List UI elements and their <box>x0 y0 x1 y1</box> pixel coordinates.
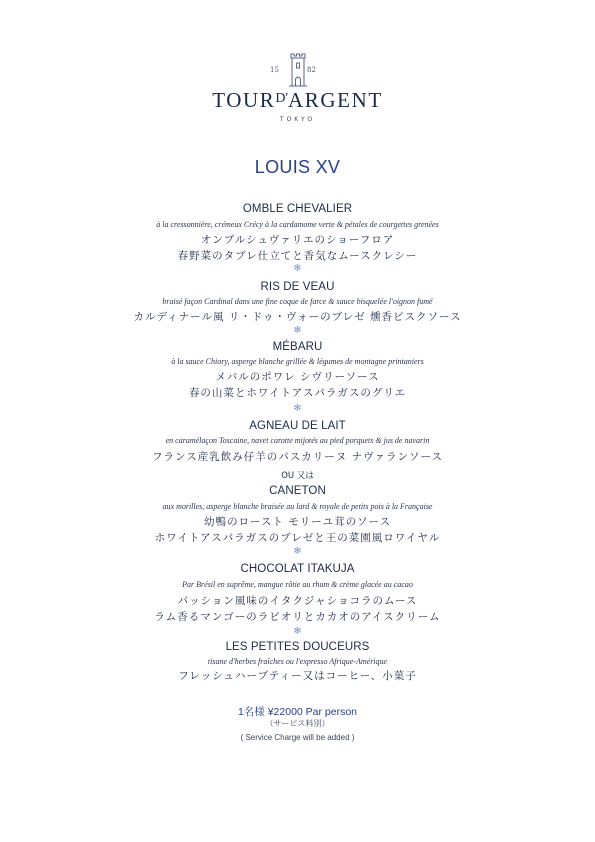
course-name: AGNEAU DE LAIT <box>249 420 346 432</box>
course-french-description: à la sauce Chiory, asperge blanche grillée & légumes de montagne printaniers <box>171 357 424 366</box>
course-french-description: tisane d'herbes fraîches ou l'expresso Afrique-Amérique <box>207 657 388 666</box>
snowflake-separator-icon: ❄ <box>293 263 302 274</box>
brand-superscript: D' <box>275 91 289 106</box>
course-french-description: braisé façon Cardinal dans une fine coque de farce & sauce bisquelée l'oignon fumé <box>162 297 433 306</box>
snowflake-separator-icon: ❄ <box>293 325 302 336</box>
course-japanese-line: 春の山菜とホワイトアスパラガスのグリエ <box>188 387 407 399</box>
course-japanese-line: メバルのポワレ シヴリーソース <box>215 371 380 383</box>
course-japanese-line: ラム香るマンゴーのラビオリとカカオのアイスクリーム <box>154 611 441 623</box>
service-charge-note-jp: （サービス料別） <box>265 719 330 728</box>
course-japanese-line: フランス産乳飲み仔羊のパスカリーヌ ナヴァランソース <box>152 451 443 463</box>
brand-rest: ARGENT <box>288 88 383 112</box>
restaurant-brand <box>0 88 595 113</box>
course-japanese-line: オンブルシュヴァリエのショーフロア <box>200 234 395 246</box>
snowflake-separator-icon: ❄ <box>293 626 302 637</box>
alternative-or-label: OU 又は <box>281 471 314 481</box>
course-french-description: aux morilles, asperge blanche braisée au lard & royale de petits pois à la Française <box>162 502 433 511</box>
snowflake-separator-icon: ❄ <box>293 403 302 414</box>
service-charge-note-en: ( Service Charge will be added ) <box>240 733 355 742</box>
course-japanese-line: パッション風味のイタクジャショコラのムース <box>177 595 418 607</box>
course-japanese-line: フレッシュハーブティー又はコーヒー、小菓子 <box>178 670 417 682</box>
course-japanese-line: 春野菜のタブレ仕立てと香気なムースクレシー <box>177 250 418 262</box>
course-japanese-line: 幼鴨のロースト モリーユ茸のソース <box>203 516 392 528</box>
brand-main: TOUR <box>212 88 276 112</box>
course-french-description: en caramélaçon Toscaine, navet carotte mijotés au pied porquets & jus de navarin <box>165 436 430 445</box>
snowflake-separator-icon: ❄ <box>293 546 302 557</box>
course-name: LES PETITES DOUCEURS <box>225 641 370 653</box>
course-name: RIS DE VEAU <box>260 281 335 293</box>
course-name: CHOCOLAT ITAKUJA <box>240 563 355 575</box>
course-french-description: Par Brésil en suprême, mangue rôtie au rhum & crème glacée au cacao <box>182 580 413 589</box>
course-japanese-line: ホワイトアスパラガスのブレゼと王の菜園風ロワイヤル <box>154 532 441 544</box>
menu-title: LOUIS XV <box>254 157 341 177</box>
course-name: CANETON <box>269 485 326 497</box>
course-french-description: à la cressonnière, crémeux Crécy à la cardamome verte & pétales de courgettes grenées <box>156 220 439 229</box>
price-per-person: 1名様 ¥22000 Par person <box>237 706 358 718</box>
restaurant-city: TOKYO <box>279 116 316 123</box>
course-japanese-line: カルディナール風 リ・ドゥ・ヴォーのブレゼ 燻香ビスクソース <box>133 311 462 323</box>
course-name: MÉBARU <box>272 341 323 353</box>
course-name: OMBLE CHEVALIER <box>242 203 353 215</box>
founding-year-left: 15 <box>270 66 279 74</box>
founding-year-right: 82 <box>307 66 316 74</box>
